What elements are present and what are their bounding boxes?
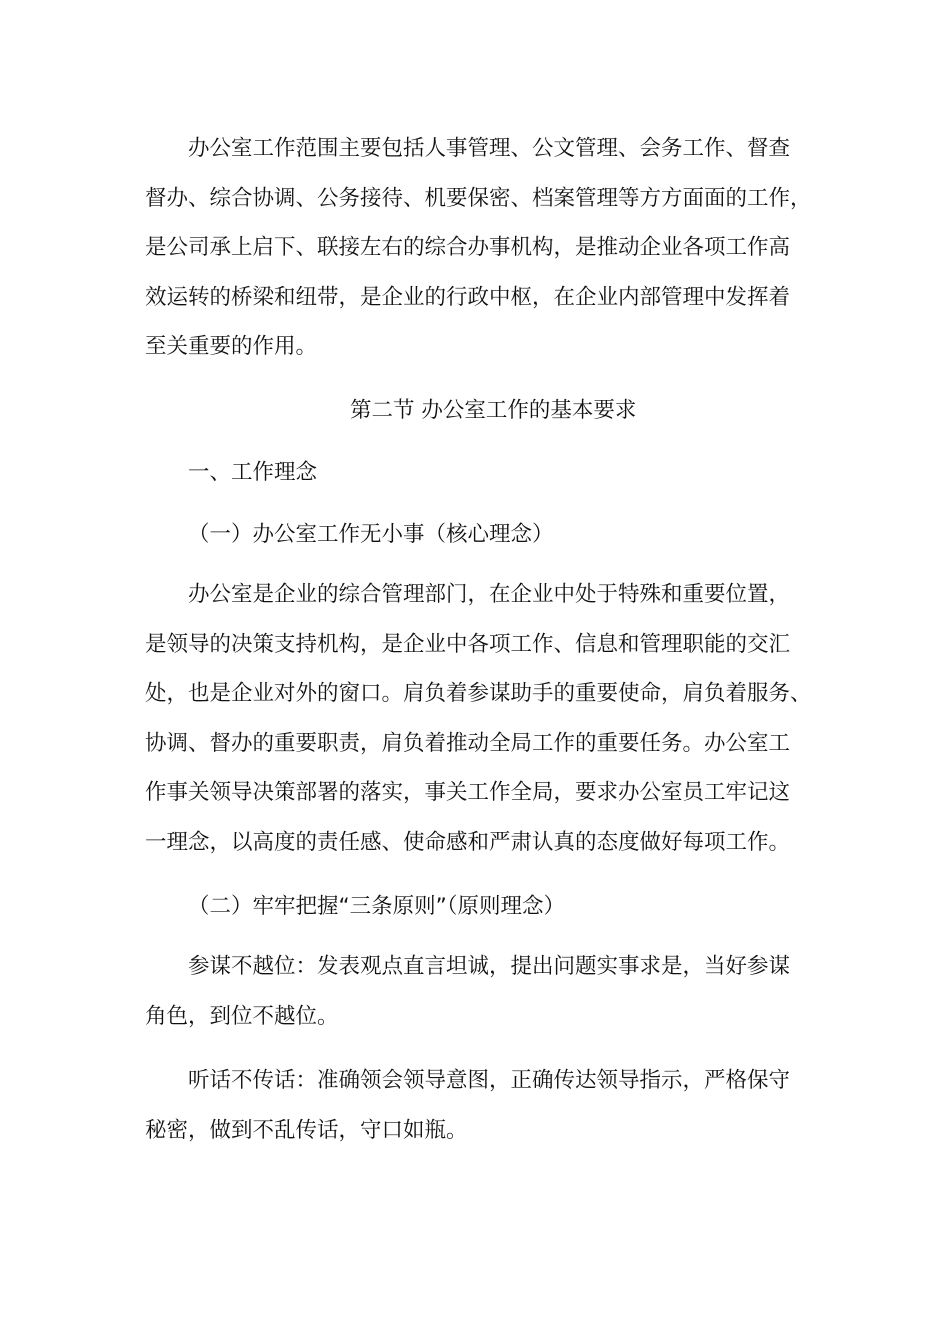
- text-line: 一理念，以高度的责任感、使命感和严肃认真的态度做好每项工作。: [145, 829, 791, 855]
- text-line: 效运转的桥梁和纽带，是企业的行政中枢，在企业内部管理中发挥着: [145, 284, 791, 310]
- text-line: 作事关领导决策部署的落实，事关工作全局，要求办公室员工牢记这: [145, 780, 791, 805]
- text-line: 办公室工作范围主要包括人事管理、公文管理、会务工作、督查: [188, 136, 791, 161]
- text-line: 协调、督办的重要职责，肩负着推动全局工作的重要任务。办公室工: [145, 730, 791, 756]
- text-line: 是公司承上启下、联接左右的综合办事机构，是推动企业各项工作高: [145, 235, 791, 260]
- text-line: 听话不传话：准确领会领导意图，正确传达领导指示，严格保守: [188, 1068, 791, 1093]
- subheading-core-philosophy: （一）办公室工作无小事（核心理念）: [188, 522, 554, 547]
- text-line: 督办、综合协调、公务接待、机要保密、档案管理等方方面面的工作，: [145, 185, 812, 211]
- text-line: 处，也是企业对外的窗口。肩负着参谋助手的重要使命，肩负着服务、: [145, 681, 812, 706]
- subheading-principles: （二）牢牢把握“三条原则”（原则理念）: [188, 894, 566, 919]
- text-line: 是领导的决策支持机构，是企业中各项工作、信息和管理职能的交汇: [145, 631, 791, 657]
- paragraph-office-role: [145, 570, 812, 867]
- text-line: 至关重要的作用。: [145, 334, 318, 359]
- section-title: 第二节 办公室工作的基本要求: [350, 398, 637, 423]
- text-line: 参谋不越位：发表观点直言坦诚，提出问题实事求是，当好参谋: [188, 954, 791, 979]
- paragraph-principle-confidential: [145, 1056, 800, 1155]
- text-line: 秘密，做到不乱传话，守口如瓶。: [145, 1117, 468, 1143]
- paragraph-office-scope: [145, 124, 812, 372]
- heading-work-philosophy: 一、工作理念: [188, 460, 318, 485]
- text-line: 角色，到位不越位。: [145, 1003, 339, 1029]
- paragraph-principle-advise: [145, 942, 800, 1041]
- text-line: 办公室是企业的综合管理部门，在企业中处于特殊和重要位置，: [188, 582, 791, 607]
